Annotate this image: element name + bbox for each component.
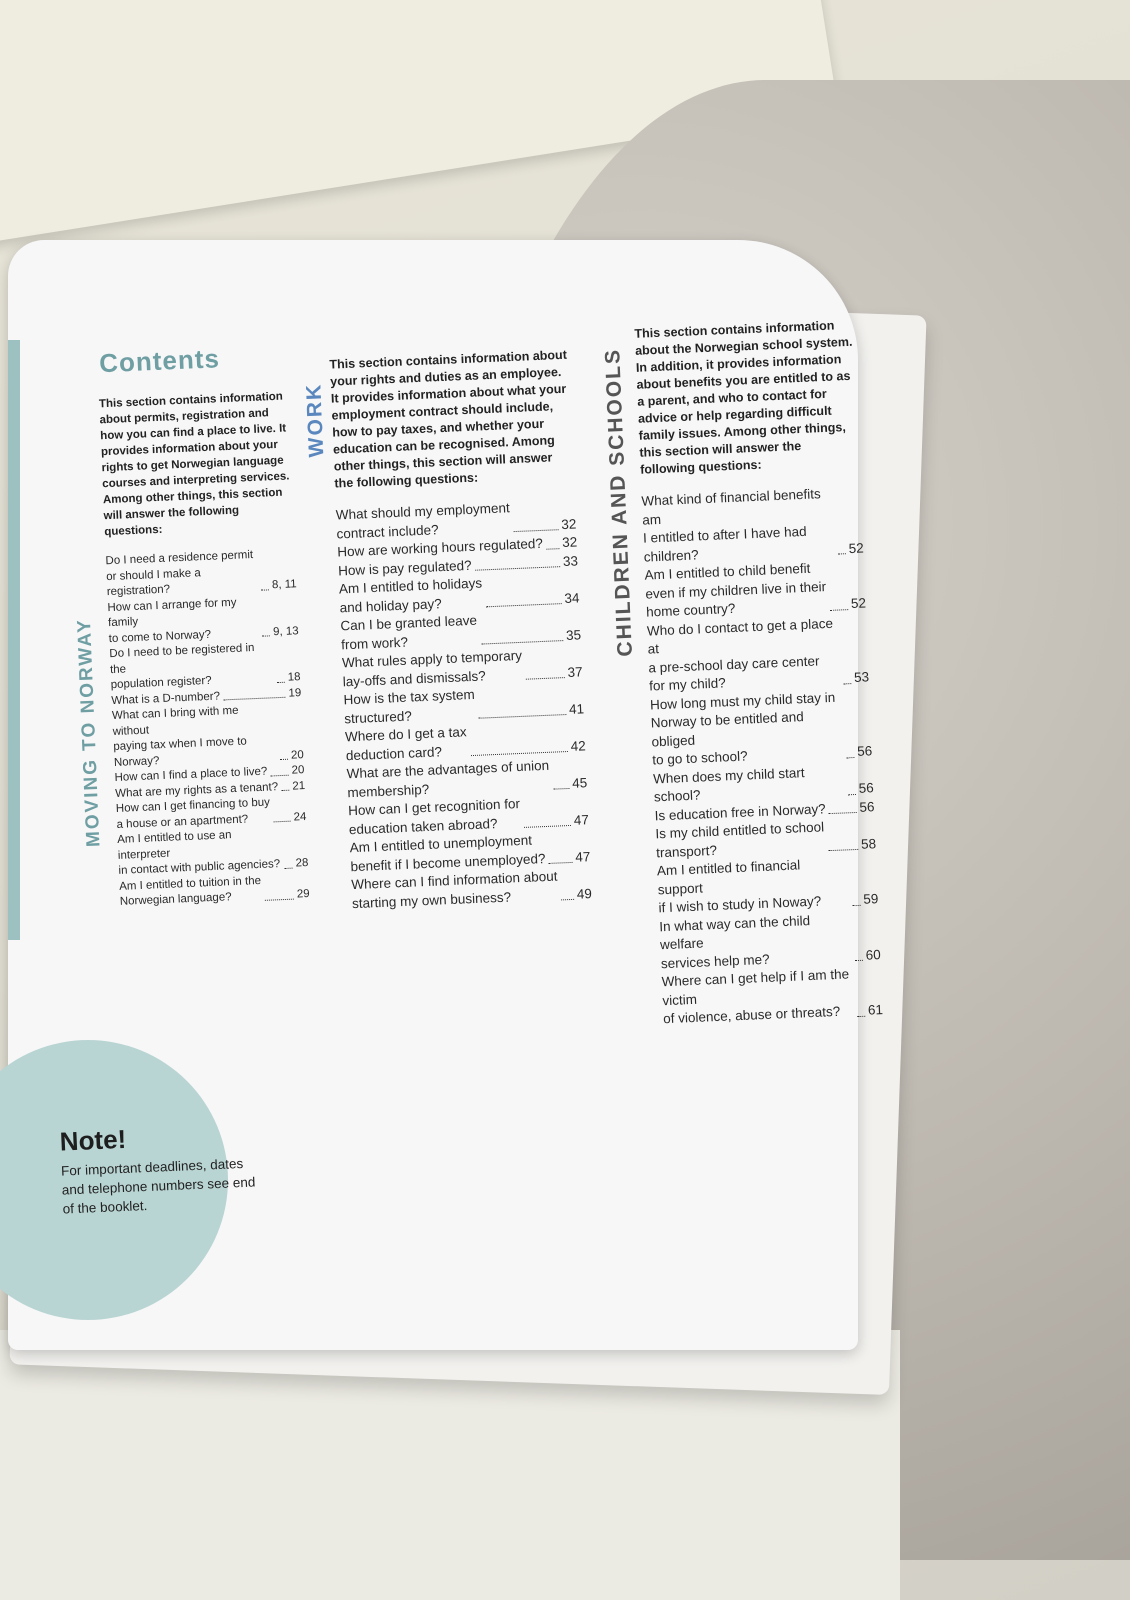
toc-entry — [647, 613, 870, 696]
page-number: 8, 11 — [271, 578, 297, 592]
toc-question: Am I entitled to unemployment benefit if I become unemployed? — [349, 832, 546, 874]
page-number: 9, 13 — [272, 624, 299, 638]
note-text: For important deadlines, dates and telephone numbers see end of the booklet. — [60, 1155, 256, 1217]
toc-question: What kind of financial benefits am I entitled to after I have had children? — [641, 486, 822, 565]
toc-question: How long must my child stay in Norway to be entitled and obliged to go to school? — [649, 689, 836, 768]
dot-leader — [846, 757, 854, 758]
page-number: 52 — [850, 595, 867, 612]
page-number: 18 — [287, 671, 301, 684]
toc-entry — [661, 964, 883, 1029]
toc-question: How can I arrange for my family to come to Norway? — [107, 596, 237, 645]
dot-leader — [829, 812, 857, 814]
toc-question: When does my child start school? — [652, 764, 805, 805]
page-number: 33 — [562, 552, 579, 569]
section-intro: This section contains information about your rights and duties as an employee. It provides information about what your employment contract should include, how to pay taxes, and whether your education can be recognised. Among other things, this section will answer the following questions: — [329, 347, 568, 491]
dot-leader — [857, 1015, 865, 1016]
page-content — [8, 204, 904, 1349]
dot-leader — [265, 898, 294, 900]
toc-question: Am I entitled to financial support if I wish to study in Noway? — [656, 857, 822, 916]
toc-question: What are my rights as a tenant? — [115, 780, 279, 800]
page-number: 34 — [564, 589, 580, 606]
toc-entry — [650, 687, 873, 770]
toc-question: What rules apply to temporary lay-offs and dismissals? — [341, 647, 523, 689]
contents-title: Contents — [98, 343, 221, 379]
toc-question: How can I get financing to buy a house or an apartment? — [115, 796, 271, 831]
page-number: 45 — [571, 774, 588, 791]
toc-question: Do I need to be registered in the population register? — [109, 642, 255, 692]
toc-entry — [657, 853, 879, 918]
toc-entry — [105, 546, 297, 600]
toc-question: Is my child entitled to school transport? — [655, 819, 825, 860]
toc-question: In what way can the child welfare services help me? — [658, 912, 811, 971]
dot-leader — [479, 714, 567, 719]
toc-list — [641, 483, 883, 1028]
page-number: 32 — [561, 534, 578, 551]
page-number: 53 — [853, 669, 870, 685]
toc-question: Am I entitled to tuition in the Norwegian language? — [118, 874, 262, 908]
page-number: 58 — [860, 835, 877, 852]
toc-question: Where can I find information about starting my own business? — [350, 868, 558, 911]
dot-leader — [561, 899, 574, 901]
dot-leader — [553, 788, 569, 790]
section-label: WORK — [302, 382, 329, 458]
toc-question: Am I entitled to child benefit even if my children live in their home country? — [644, 560, 827, 620]
dot-leader — [848, 793, 856, 794]
section-moving-to-norway — [73, 388, 310, 910]
toc-question: Am I entitled to use an interpreter in contact with public agencies? — [116, 829, 281, 877]
toc-question: What can I bring with me without paying tax when I move to Norway? — [111, 704, 248, 769]
background-book-text — [0, 0, 84, 33]
toc-entry — [644, 557, 866, 622]
toc-question: Do I need a residence permit or should I make a registration? — [105, 549, 254, 599]
toc-entry — [119, 871, 310, 910]
dot-leader — [262, 635, 270, 636]
toc-list — [105, 546, 310, 910]
page-number: 37 — [567, 663, 583, 680]
page-number: 60 — [865, 946, 881, 963]
dot-leader — [486, 603, 562, 607]
dot-leader — [471, 751, 568, 756]
page-number: 52 — [848, 539, 864, 556]
toc-question: What is a D-number? — [111, 690, 221, 707]
page-number: 21 — [292, 779, 306, 793]
dot-leader — [270, 774, 288, 776]
dot-leader — [549, 862, 573, 864]
section-intro: This section contains information about the Norwegian school system. In addition, it provides information about benefits you are entitled to as a parent, and who to contact for advice or help regarding difficult family issues. Among other things, this section will answer the following questions: — [634, 318, 853, 477]
section-children-and-schools — [601, 317, 884, 1029]
dot-leader — [526, 677, 565, 680]
page-number: 20 — [291, 764, 305, 777]
toc-question: How is the tax system structured? — [343, 686, 476, 726]
dot-leader — [828, 849, 858, 851]
dot-leader — [223, 697, 286, 701]
page-number: 56 — [856, 743, 873, 759]
toc-question: Am I entitled to holidays and holiday pay? — [338, 575, 483, 615]
toc-question: How is pay regulated? — [337, 557, 472, 578]
section-intro: This section contains information about permits, registration and how you can find a place to live. It provides information about your rights to get Norwegian language courses and interpreting services. Among other things, this section will answer the following questions: — [98, 390, 290, 539]
page-number: 49 — [576, 885, 593, 902]
toc-entry — [107, 593, 299, 647]
toc-question: How are working hours regulated? — [337, 535, 544, 560]
toc-question: Is education free in Norway? — [654, 800, 826, 823]
dot-leader — [514, 529, 559, 532]
section-label: MOVING TO NORWAY — [73, 617, 105, 848]
page-number: 20 — [290, 748, 305, 762]
dot-leader — [281, 790, 289, 791]
note-box — [59, 1118, 263, 1218]
dot-leader — [838, 553, 846, 554]
page-number: 28 — [295, 856, 309, 870]
toc-entry — [112, 701, 304, 771]
page-number: 59 — [863, 891, 879, 907]
dot-leader — [274, 821, 291, 823]
dot-leader — [853, 904, 861, 905]
page-number: 56 — [858, 780, 875, 796]
note-title: Note! — [59, 1123, 127, 1157]
toc-question: What are the advantages of union membership? — [346, 757, 550, 800]
dot-leader — [830, 609, 848, 611]
page-number: 41 — [568, 700, 585, 717]
dot-leader — [285, 867, 293, 868]
dot-leader — [843, 683, 851, 684]
page-number: 56 — [859, 798, 875, 815]
page-number: 47 — [573, 811, 590, 828]
dot-leader — [280, 759, 288, 760]
toc-entry — [641, 483, 864, 566]
booklet-page — [8, 240, 884, 1350]
dot-leader — [475, 566, 560, 571]
dot-leader — [524, 825, 571, 828]
page-number: 24 — [293, 810, 307, 824]
dot-leader — [855, 960, 863, 961]
dot-leader — [261, 589, 269, 590]
toc-question: What should my employment contract include? — [335, 500, 511, 541]
toc-list — [335, 496, 592, 913]
toc-question: Can I be granted leave from work? — [340, 612, 478, 652]
page-number: 42 — [570, 737, 586, 754]
toc-question: Where can I get help if I am the victim of violence, abuse or threats? — [661, 966, 850, 1027]
page-number: 19 — [288, 686, 302, 700]
toc-question: Where do I get a tax deduction card? — [344, 724, 467, 763]
dot-leader — [546, 548, 559, 550]
toc-question: Who do I contact to get a place at a pre-school day care center for my child? — [646, 615, 834, 694]
toc-question: How can I get recognition for education taken abroad? — [347, 796, 521, 837]
toc-entry — [117, 825, 309, 879]
toc-entry — [659, 909, 881, 974]
page-number: 32 — [561, 515, 577, 532]
dot-leader — [481, 640, 563, 644]
toc-question: How can I find a place to live? — [114, 765, 268, 785]
section-label: CHILDREN AND SCHOOLS — [601, 347, 637, 657]
page-number: 47 — [574, 848, 591, 865]
page-number: 29 — [296, 887, 310, 901]
toc-entry — [109, 639, 301, 693]
page-number: 61 — [867, 1002, 884, 1018]
dot-leader — [277, 681, 285, 682]
page-number: 35 — [565, 626, 582, 643]
